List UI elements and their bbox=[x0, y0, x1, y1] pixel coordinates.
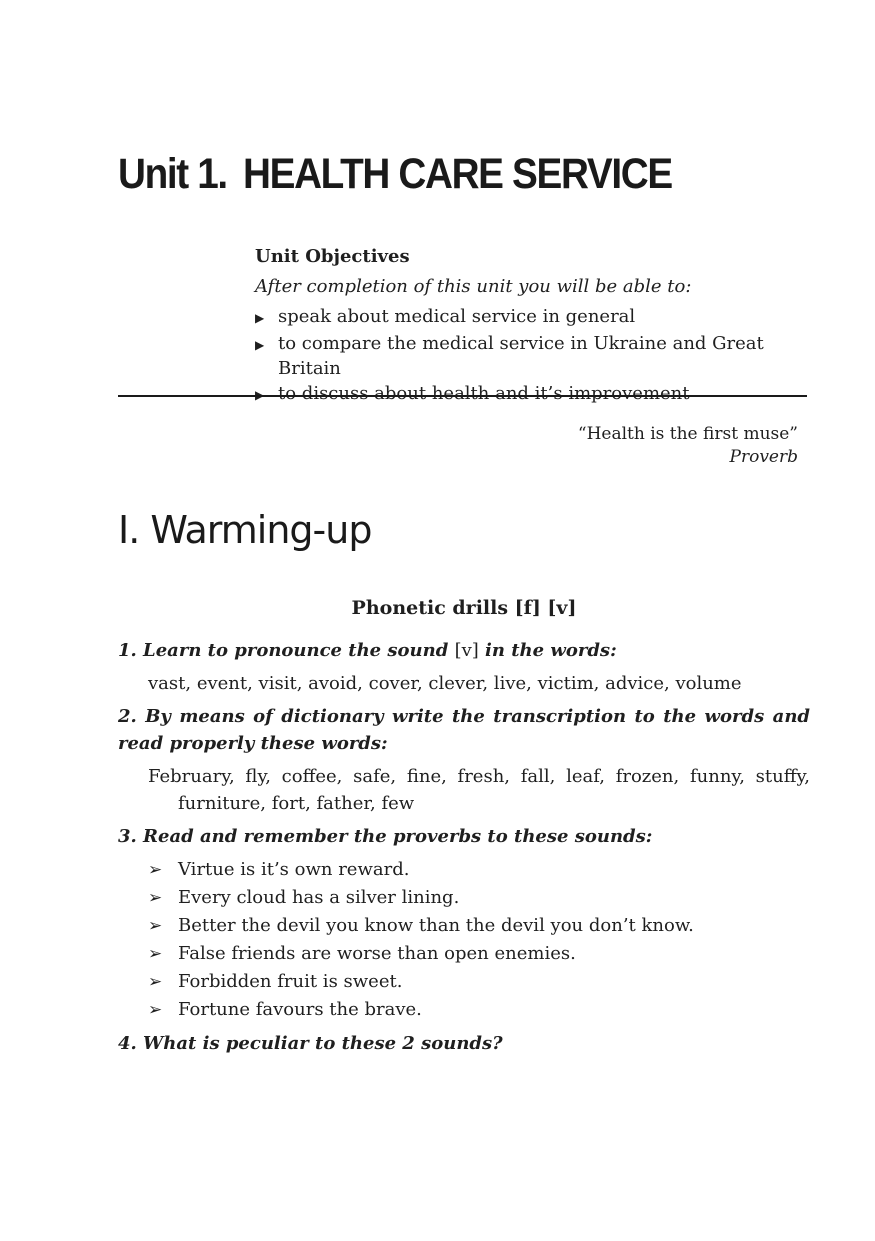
task-4: 4. What is peculiar to these 2 sounds? bbox=[118, 1033, 503, 1054]
objectives-intro: After completion of this unit you will be able to: bbox=[255, 276, 692, 297]
unit-number: Unit 1. bbox=[118, 150, 227, 198]
drills-title: Phonetic drills [f] [v] bbox=[351, 597, 577, 619]
arrowhead-bullet-icon: ➢ bbox=[148, 888, 163, 908]
proverb-text: False friends are worse than open enemies. bbox=[178, 943, 576, 964]
list-item bbox=[118, 968, 810, 996]
task-1-words: vast, event, visit, avoid, cover, clever, live, victim, advice, volume bbox=[148, 673, 742, 694]
arrowhead-bullet-icon: ➢ bbox=[148, 972, 163, 992]
task-1-text: 1. Learn to pronounce the sound bbox=[118, 640, 455, 661]
list-item bbox=[118, 996, 810, 1024]
epigraph bbox=[578, 423, 798, 469]
horizontal-divider bbox=[118, 395, 807, 397]
list-item bbox=[118, 940, 810, 968]
proverb-list bbox=[118, 856, 810, 1024]
task-2-words: February, fly, coffee, safe, fine, fresh, fall, leaf, frozen, funny, stuffy, furniture, fort, father, few bbox=[148, 766, 810, 814]
objective-item bbox=[255, 331, 815, 381]
task-1 bbox=[118, 637, 810, 664]
arrowhead-bullet-icon: ➢ bbox=[148, 916, 163, 936]
task-1-text-end: in the words: bbox=[478, 640, 617, 661]
objective-text: to compare the medical service in Ukraine and Great Britain bbox=[278, 333, 764, 379]
task-2: 2. By means of dictionary write the transcription to the words and read properly these words: bbox=[118, 706, 810, 754]
list-item bbox=[118, 856, 810, 884]
unit-objectives bbox=[255, 244, 815, 408]
triangle-right-icon: ▶ bbox=[255, 388, 265, 402]
objective-item bbox=[255, 304, 815, 331]
triangle-right-icon: ▶ bbox=[255, 311, 265, 325]
proverb-text: Every cloud has a silver lining. bbox=[178, 887, 460, 908]
section-title: I. Warming-up bbox=[118, 508, 372, 552]
proverb-text: Forbidden fruit is sweet. bbox=[178, 971, 403, 992]
arrowhead-bullet-icon: ➢ bbox=[148, 944, 163, 964]
proverb-text: Fortune favours the brave. bbox=[178, 999, 422, 1020]
list-item bbox=[118, 912, 810, 940]
objective-text: to discuss about health and it’s improvement bbox=[278, 383, 690, 404]
objectives-heading: Unit Objectives bbox=[255, 246, 410, 267]
proverb-text: Better the devil you know than the devil you don’t know. bbox=[178, 915, 694, 936]
triangle-right-icon: ▶ bbox=[255, 338, 265, 352]
unit-title bbox=[118, 150, 672, 199]
arrowhead-bullet-icon: ➢ bbox=[148, 860, 163, 880]
task-1-ipa: [v] bbox=[454, 640, 479, 661]
task-3: 3. Read and remember the proverbs to these sounds: bbox=[118, 826, 653, 847]
exercises bbox=[118, 637, 810, 1063]
objective-text: speak about medical service in general bbox=[278, 306, 636, 327]
proverb-text: Virtue is it’s own reward. bbox=[178, 859, 410, 880]
epigraph-source: Proverb bbox=[729, 447, 798, 467]
list-item bbox=[118, 884, 810, 912]
unit-name: HEALTH CARE SERVICE bbox=[243, 150, 672, 198]
arrowhead-bullet-icon: ➢ bbox=[148, 1000, 163, 1020]
epigraph-quote: “Health is the first muse” bbox=[577, 424, 798, 444]
